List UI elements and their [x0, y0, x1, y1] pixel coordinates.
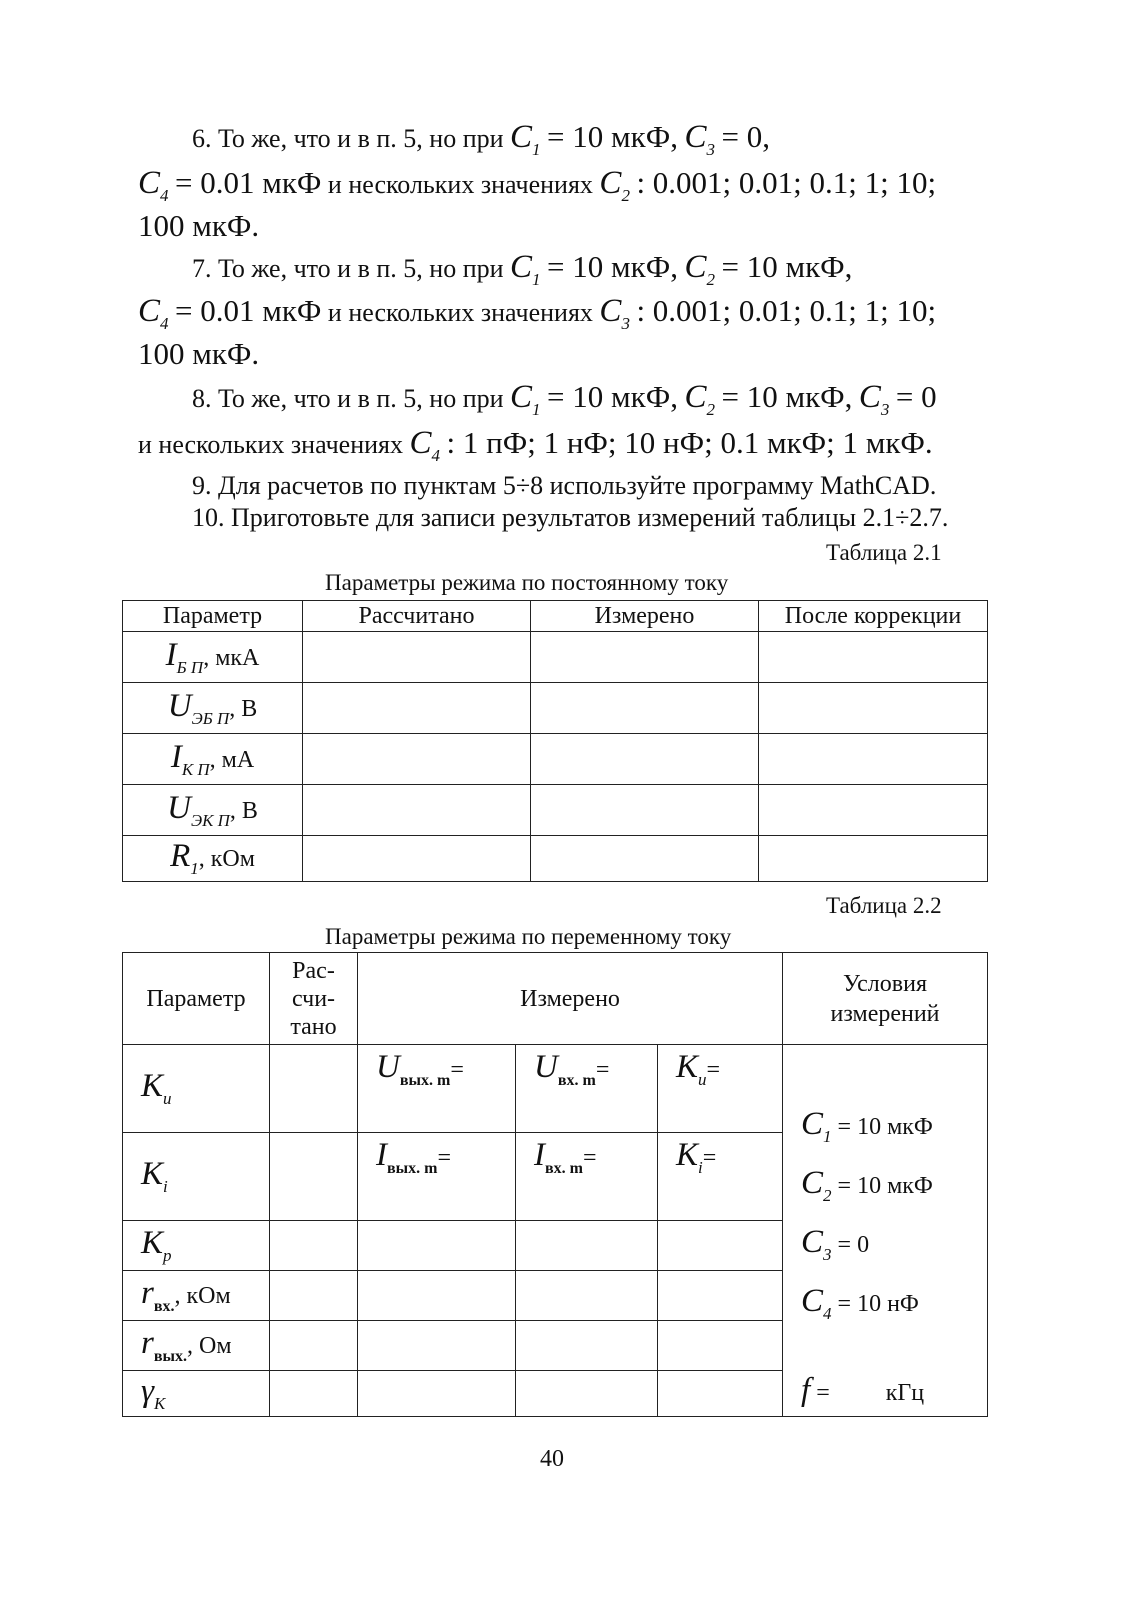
item-7-values: : 0.001; 0.01; 0.1; 1; 10;: [636, 293, 937, 328]
value-c3: = 0,: [721, 119, 770, 154]
table-row: [123, 953, 988, 1045]
value-c1: = 10 мкФ,: [547, 119, 678, 154]
equals-sign: =: [437, 1145, 452, 1171]
value-cell[interactable]: [759, 836, 988, 882]
condition-c4: [801, 1278, 987, 1337]
value-cell[interactable]: [270, 1271, 358, 1321]
subscript: 3: [706, 140, 715, 159]
param-subscript: К П: [181, 759, 210, 779]
param-symbol: r: [141, 1325, 154, 1361]
condition-frequency[interactable]: [801, 1367, 987, 1416]
condition-c2: [801, 1160, 987, 1219]
item-8-mid: и нескольких значениях: [138, 430, 403, 459]
value-cell[interactable]: [358, 1321, 516, 1371]
condition-subscript: 3: [823, 1245, 832, 1264]
item-6-lead: 6. То же, что и в п. 5, но при: [192, 124, 504, 153]
value-cell[interactable]: [270, 1321, 358, 1371]
param-unit: , мА: [209, 746, 255, 773]
param-unit: , кОм: [198, 846, 255, 872]
symbol-c1: C: [510, 249, 533, 285]
symbol-c1: C: [510, 379, 533, 415]
item-8-values: : 1 пФ; 1 нФ; 10 нФ; 0.1 мкФ; 1 мкФ.: [446, 425, 933, 460]
condition-c1: [801, 1101, 987, 1160]
condition-value: = 10 нФ: [837, 1291, 919, 1317]
value-c4: = 0.01 мкФ: [175, 165, 322, 200]
value-c2: = 10 мкФ,: [721, 249, 853, 284]
table-row: [123, 632, 988, 683]
measure-subscript: вых. m: [387, 1160, 438, 1177]
param-subscript: i: [163, 1177, 168, 1196]
condition-symbol: C: [801, 1283, 824, 1319]
value-c2: = 10 мкФ,: [721, 379, 853, 414]
measure-subscript: вых. m: [399, 1072, 451, 1089]
equals-sign: =: [582, 1145, 597, 1171]
value-cell[interactable]: [358, 1371, 516, 1417]
measure-subscript: вх. m: [545, 1160, 583, 1177]
symbol-c4: C: [138, 165, 161, 201]
value-cell[interactable]: [759, 632, 988, 683]
value-cell[interactable]: [303, 836, 531, 882]
table-row: [123, 734, 988, 785]
equals-sign: =: [702, 1145, 717, 1171]
param-subscript: 1: [190, 859, 199, 878]
symbol-c2: C: [684, 379, 707, 415]
item-6-mid: и нескольких значениях: [327, 170, 593, 199]
value-cell[interactable]: [358, 1221, 516, 1271]
column-header-conditions: [783, 953, 988, 1045]
item-6-tail: 100 мкФ.: [138, 208, 260, 243]
value-cell[interactable]: [303, 632, 531, 683]
symbol-c2: C: [684, 249, 707, 285]
equals-sign: =: [706, 1057, 721, 1083]
value-cell[interactable]: [516, 1371, 658, 1417]
param-symbol: K: [141, 1225, 164, 1261]
item-9: 9. Для расчетов по пунктам 5÷8 используйте программу MathCAD.: [192, 471, 937, 500]
param-cell: [123, 785, 303, 836]
header-line: Условия: [843, 970, 927, 997]
value-cell[interactable]: [531, 785, 759, 836]
param-unit: , кОм: [174, 1283, 231, 1309]
symbol-c1: C: [510, 119, 533, 155]
param-symbol: r: [141, 1275, 154, 1311]
header-line: измерений: [830, 1000, 940, 1027]
param-subscript: Б П: [176, 657, 204, 677]
value-cell[interactable]: [303, 734, 531, 785]
value-cell[interactable]: [516, 1271, 658, 1321]
value-cell[interactable]: [658, 1271, 783, 1321]
param-symbol: I: [170, 738, 182, 775]
param-symbol: R: [170, 838, 191, 874]
value-cell[interactable]: [658, 1321, 783, 1371]
value-c1: = 10 мкФ,: [547, 249, 678, 284]
value-cell[interactable]: [270, 1371, 358, 1417]
param-symbol: U: [167, 789, 191, 826]
subscript: 1: [532, 140, 541, 159]
subscript: 4: [160, 314, 169, 333]
measure-symbol: U: [534, 1049, 558, 1085]
value-c3: = 0: [895, 379, 937, 414]
param-cell: [123, 734, 303, 785]
measure-subscript: вх. m: [557, 1072, 596, 1089]
value-cell[interactable]: [759, 683, 988, 734]
item-7-lead: 7. То же, что и в п. 5, но при: [192, 254, 504, 283]
value-cell[interactable]: [531, 836, 759, 882]
param-cell: [123, 1271, 270, 1321]
value-cell[interactable]: [516, 1221, 658, 1271]
subscript: 2: [621, 186, 630, 205]
subscript: 2: [706, 270, 715, 289]
table-2-title: Параметры режима по переменному току: [325, 924, 732, 949]
symbol-c3: C: [684, 119, 707, 155]
param-cell: [123, 1371, 270, 1417]
table-row: [123, 683, 988, 734]
symbol-c3: C: [599, 293, 622, 329]
item-6-values: : 0.001; 0.01; 0.1; 1; 10;: [636, 165, 937, 200]
table-2-label: Таблица 2.2: [826, 893, 942, 918]
item-7-mid: и нескольких значениях: [327, 298, 593, 327]
column-header: После коррекции: [759, 601, 988, 632]
param-cell: [123, 632, 303, 683]
param-cell: [123, 1133, 270, 1221]
value-cell[interactable]: [270, 1133, 358, 1221]
item-7-line-2: [138, 293, 937, 339]
header-line: Рас-: [292, 957, 335, 984]
symbol-c3: C: [858, 379, 881, 415]
subscript: 1: [532, 400, 541, 419]
column-header-calc: [270, 953, 358, 1045]
param-subscript: ЭК П: [190, 810, 230, 830]
condition-value: = 10 мкФ: [837, 1173, 933, 1199]
value-cell[interactable]: [303, 785, 531, 836]
condition-value: = 10 мкФ: [837, 1114, 933, 1140]
conditions-cell: [783, 1045, 988, 1417]
param-subscript: вых.: [153, 1348, 187, 1365]
frequency-unit: кГц: [885, 1380, 925, 1406]
subscript: 4: [431, 446, 441, 465]
measure-cell[interactable]: [358, 1133, 516, 1221]
value-c4: = 0.01 мкФ: [175, 293, 322, 328]
page-number: 40: [540, 1446, 564, 1472]
param-subscript: ЭБ П: [191, 708, 230, 728]
param-symbol: K: [141, 1156, 164, 1192]
condition-subscript: 1: [823, 1127, 832, 1146]
value-cell[interactable]: [759, 734, 988, 785]
header-line: счи-: [291, 985, 336, 1012]
param-symbol: K: [141, 1068, 164, 1104]
param-symbol: γ: [141, 1373, 155, 1409]
item-7-line-1: [192, 249, 853, 295]
value-cell[interactable]: [658, 1221, 783, 1271]
param-cell: [123, 836, 303, 882]
condition-value: = 0: [837, 1232, 870, 1258]
table-1: [122, 600, 988, 882]
measure-cell[interactable]: [658, 1133, 783, 1221]
measure-subscript: i: [698, 1158, 703, 1177]
value-cell[interactable]: [658, 1371, 783, 1417]
measure-cell[interactable]: [516, 1133, 658, 1221]
param-subscript: К: [154, 1394, 166, 1413]
item-10: 10. Приготовьте для записи результатов измерений таблицы 2.1÷2.7.: [192, 503, 949, 532]
table-row: [123, 1045, 988, 1133]
param-subscript: вх.: [153, 1298, 175, 1315]
measure-cell[interactable]: [358, 1045, 516, 1133]
measure-subscript: u: [698, 1070, 707, 1089]
symbol-c4: C: [138, 293, 161, 329]
param-unit: , мкА: [203, 644, 260, 671]
param-unit: , В: [229, 797, 258, 824]
subscript: 2: [706, 400, 715, 419]
item-6-line-2: [138, 165, 937, 211]
value-cell[interactable]: [531, 734, 759, 785]
table-row: [123, 836, 988, 882]
header-line: тано: [290, 1013, 337, 1040]
column-header-measured: Измерено: [358, 953, 783, 1045]
measure-symbol: U: [376, 1049, 400, 1085]
item-8-line-2: [138, 425, 933, 471]
condition-symbol: C: [801, 1224, 824, 1260]
equals-sign: =: [595, 1057, 610, 1083]
value-c1: = 10 мкФ,: [547, 379, 678, 414]
measure-symbol: I: [534, 1137, 545, 1173]
param-symbol: U: [167, 687, 192, 724]
value-cell[interactable]: [531, 683, 759, 734]
param-cell: [123, 1045, 270, 1133]
subscript: 3: [621, 314, 630, 333]
measure-symbol: K: [676, 1137, 699, 1173]
condition-c3: [801, 1219, 987, 1278]
param-unit: , В: [229, 695, 258, 722]
param-symbol: I: [165, 636, 177, 673]
subscript: 1: [532, 270, 541, 289]
item-8-line-1: [192, 379, 937, 425]
param-cell: [123, 1321, 270, 1371]
column-header: Измерено: [531, 601, 759, 632]
condition-subscript: 4: [823, 1304, 832, 1323]
subscript: 3: [880, 400, 890, 419]
equals-sign: =: [450, 1057, 464, 1083]
param-cell: [123, 1221, 270, 1271]
measure-cell[interactable]: [658, 1045, 783, 1133]
item-6-line-1: [192, 119, 770, 165]
value-cell[interactable]: [270, 1045, 358, 1133]
condition-symbol: C: [801, 1106, 824, 1142]
subscript: 4: [160, 186, 169, 205]
measure-cell[interactable]: [516, 1045, 658, 1133]
table-1-label: Таблица 2.1: [826, 540, 942, 565]
equals-sign: =: [816, 1380, 830, 1406]
column-header-param: Параметр: [123, 953, 270, 1045]
table-2: [122, 952, 988, 1417]
measure-symbol: K: [676, 1049, 699, 1085]
table-row: [123, 601, 988, 632]
value-cell[interactable]: [759, 785, 988, 836]
symbol-c2: C: [599, 165, 622, 201]
table-row: [123, 785, 988, 836]
condition-subscript: 2: [823, 1186, 832, 1205]
value-cell[interactable]: [531, 632, 759, 683]
value-cell[interactable]: [358, 1271, 516, 1321]
value-cell[interactable]: [516, 1321, 658, 1371]
measure-symbol: I: [376, 1137, 387, 1173]
param-subscript: u: [163, 1089, 172, 1108]
param-unit: , Ом: [186, 1333, 232, 1359]
value-cell[interactable]: [303, 683, 531, 734]
item-8-lead: 8. То же, что и в п. 5, но при: [192, 384, 504, 413]
param-subscript: p: [163, 1246, 172, 1265]
symbol-c4: C: [409, 425, 432, 461]
param-cell: [123, 683, 303, 734]
condition-symbol: C: [801, 1165, 824, 1201]
table-1-title: Параметры режима по постоянному току: [325, 570, 729, 595]
column-header: Параметр: [123, 601, 303, 632]
frequency-symbol: f: [801, 1372, 811, 1408]
value-cell[interactable]: [270, 1221, 358, 1271]
item-7-tail: 100 мкФ.: [138, 336, 260, 371]
column-header: Рассчитано: [303, 601, 531, 632]
